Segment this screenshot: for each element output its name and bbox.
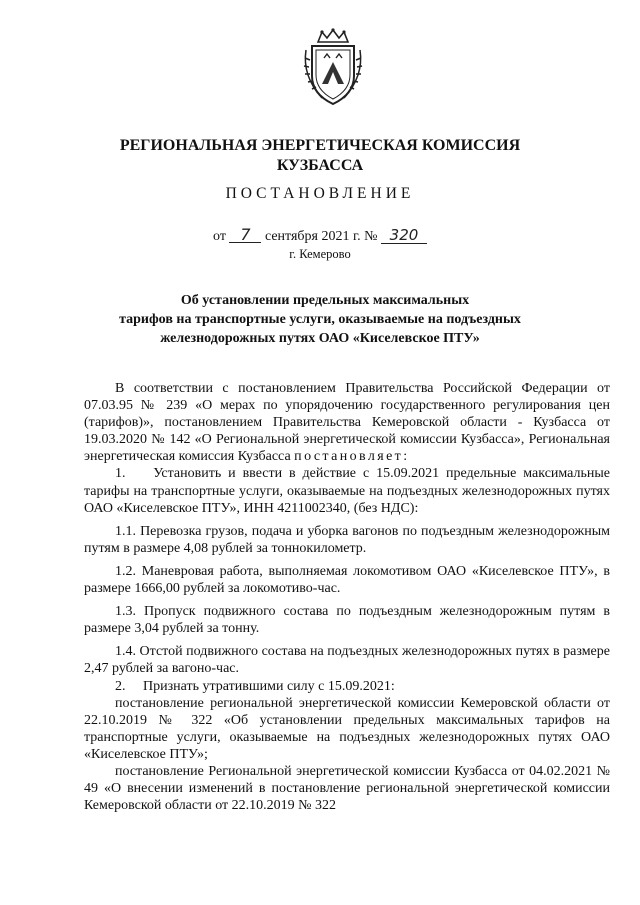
item-1-1: 1.1. Перевозка грузов, подача и уборка вагонов по подъездным железнодорожным путям в размере 4,08 рублей за тоннокилометр. [84,523,610,556]
kuzbass-coat-of-arms-icon [300,28,366,108]
preamble-text: В соответствии с постановлением Правительства Российской Федерации от 07.03.95 № 239 «О мерах по упорядочению государственного регулирования цен (тарифов)», постановлением Правительства Кемеровской области - Кузбасса от 19.03.2020 № 142 «О Региональной энергетической комиссии Кузбасса», Региональная энергетическая комиссия Кузбасса [84,381,610,465]
item-1-3: 1.3. Пропуск подвижного состава по подъездным железнодорожным путям в размере 3,04 рублей за тонну. [84,604,610,637]
preamble-paragraph [84,380,610,465]
preamble-resolves: постановляет: [294,449,410,465]
organization-region: КУЗБАССА [276,157,364,174]
document-title-line: Об установлении предельных максимальных [180,293,470,308]
document-title-line: тарифов на транспортные услуги, оказываемые на подъездных [119,312,521,327]
number-prefix: № [364,229,378,244]
item-1: 1. Установить и ввести в действие с 15.09.2021 предельные максимальные тарифы на транспортные услуги, оказываемые на подъездных железнодорожных путях ОАО «Киселевское ПТУ», ИНН 4211002340, (без НДС): [84,466,610,516]
item-2-a: постановление региональной энергетической комиссии Кемеровской области от 22.10.2019 № 322 «Об установлении предельных максимальных тарифов на транспортные услуги, оказываемые на подъездных железнодорожных путях ОАО «Киселевское ПТУ»; [84,695,610,762]
date-prefix: от [213,229,226,244]
date-line [0,227,640,245]
item-2-b: постановление Региональной энергетической комиссии Кузбасса от 04.02.2021 № 49 «О внесении изменений в постановление региональной энергетической комиссии Кемеровской области от 22.10.2019 № 322 [84,763,610,814]
item-1-2: 1.2. Маневровая работа, выполняемая локомотивом ОАО «Киселевское ПТУ», в размере 1666,00 рублей за локомотиво-час. [84,563,610,597]
document-type: ПОСТАНОВЛЕНИЕ [225,185,415,202]
date-day: 7 [229,227,261,243]
document-body [84,380,610,814]
date-month-year: сентября 2021 г. [264,229,361,244]
document-number: 320 [381,228,427,244]
document-title-line: железнодорожных путях ОАО «Киселевское ПТУ» [160,331,480,346]
item-2: 2. Признать утратившими силу с 15.09.2021: [115,678,395,694]
organization-name: РЕГИОНАЛЬНАЯ ЭНЕРГЕТИЧЕСКАЯ КОМИССИЯ [119,137,521,154]
item-1-4: 1.4. Отстой подвижного состава на подъездных железнодорожных путях в размере 2,47 рублей за вагоно-час. [84,644,610,677]
city: г. Кемерово [289,247,351,261]
